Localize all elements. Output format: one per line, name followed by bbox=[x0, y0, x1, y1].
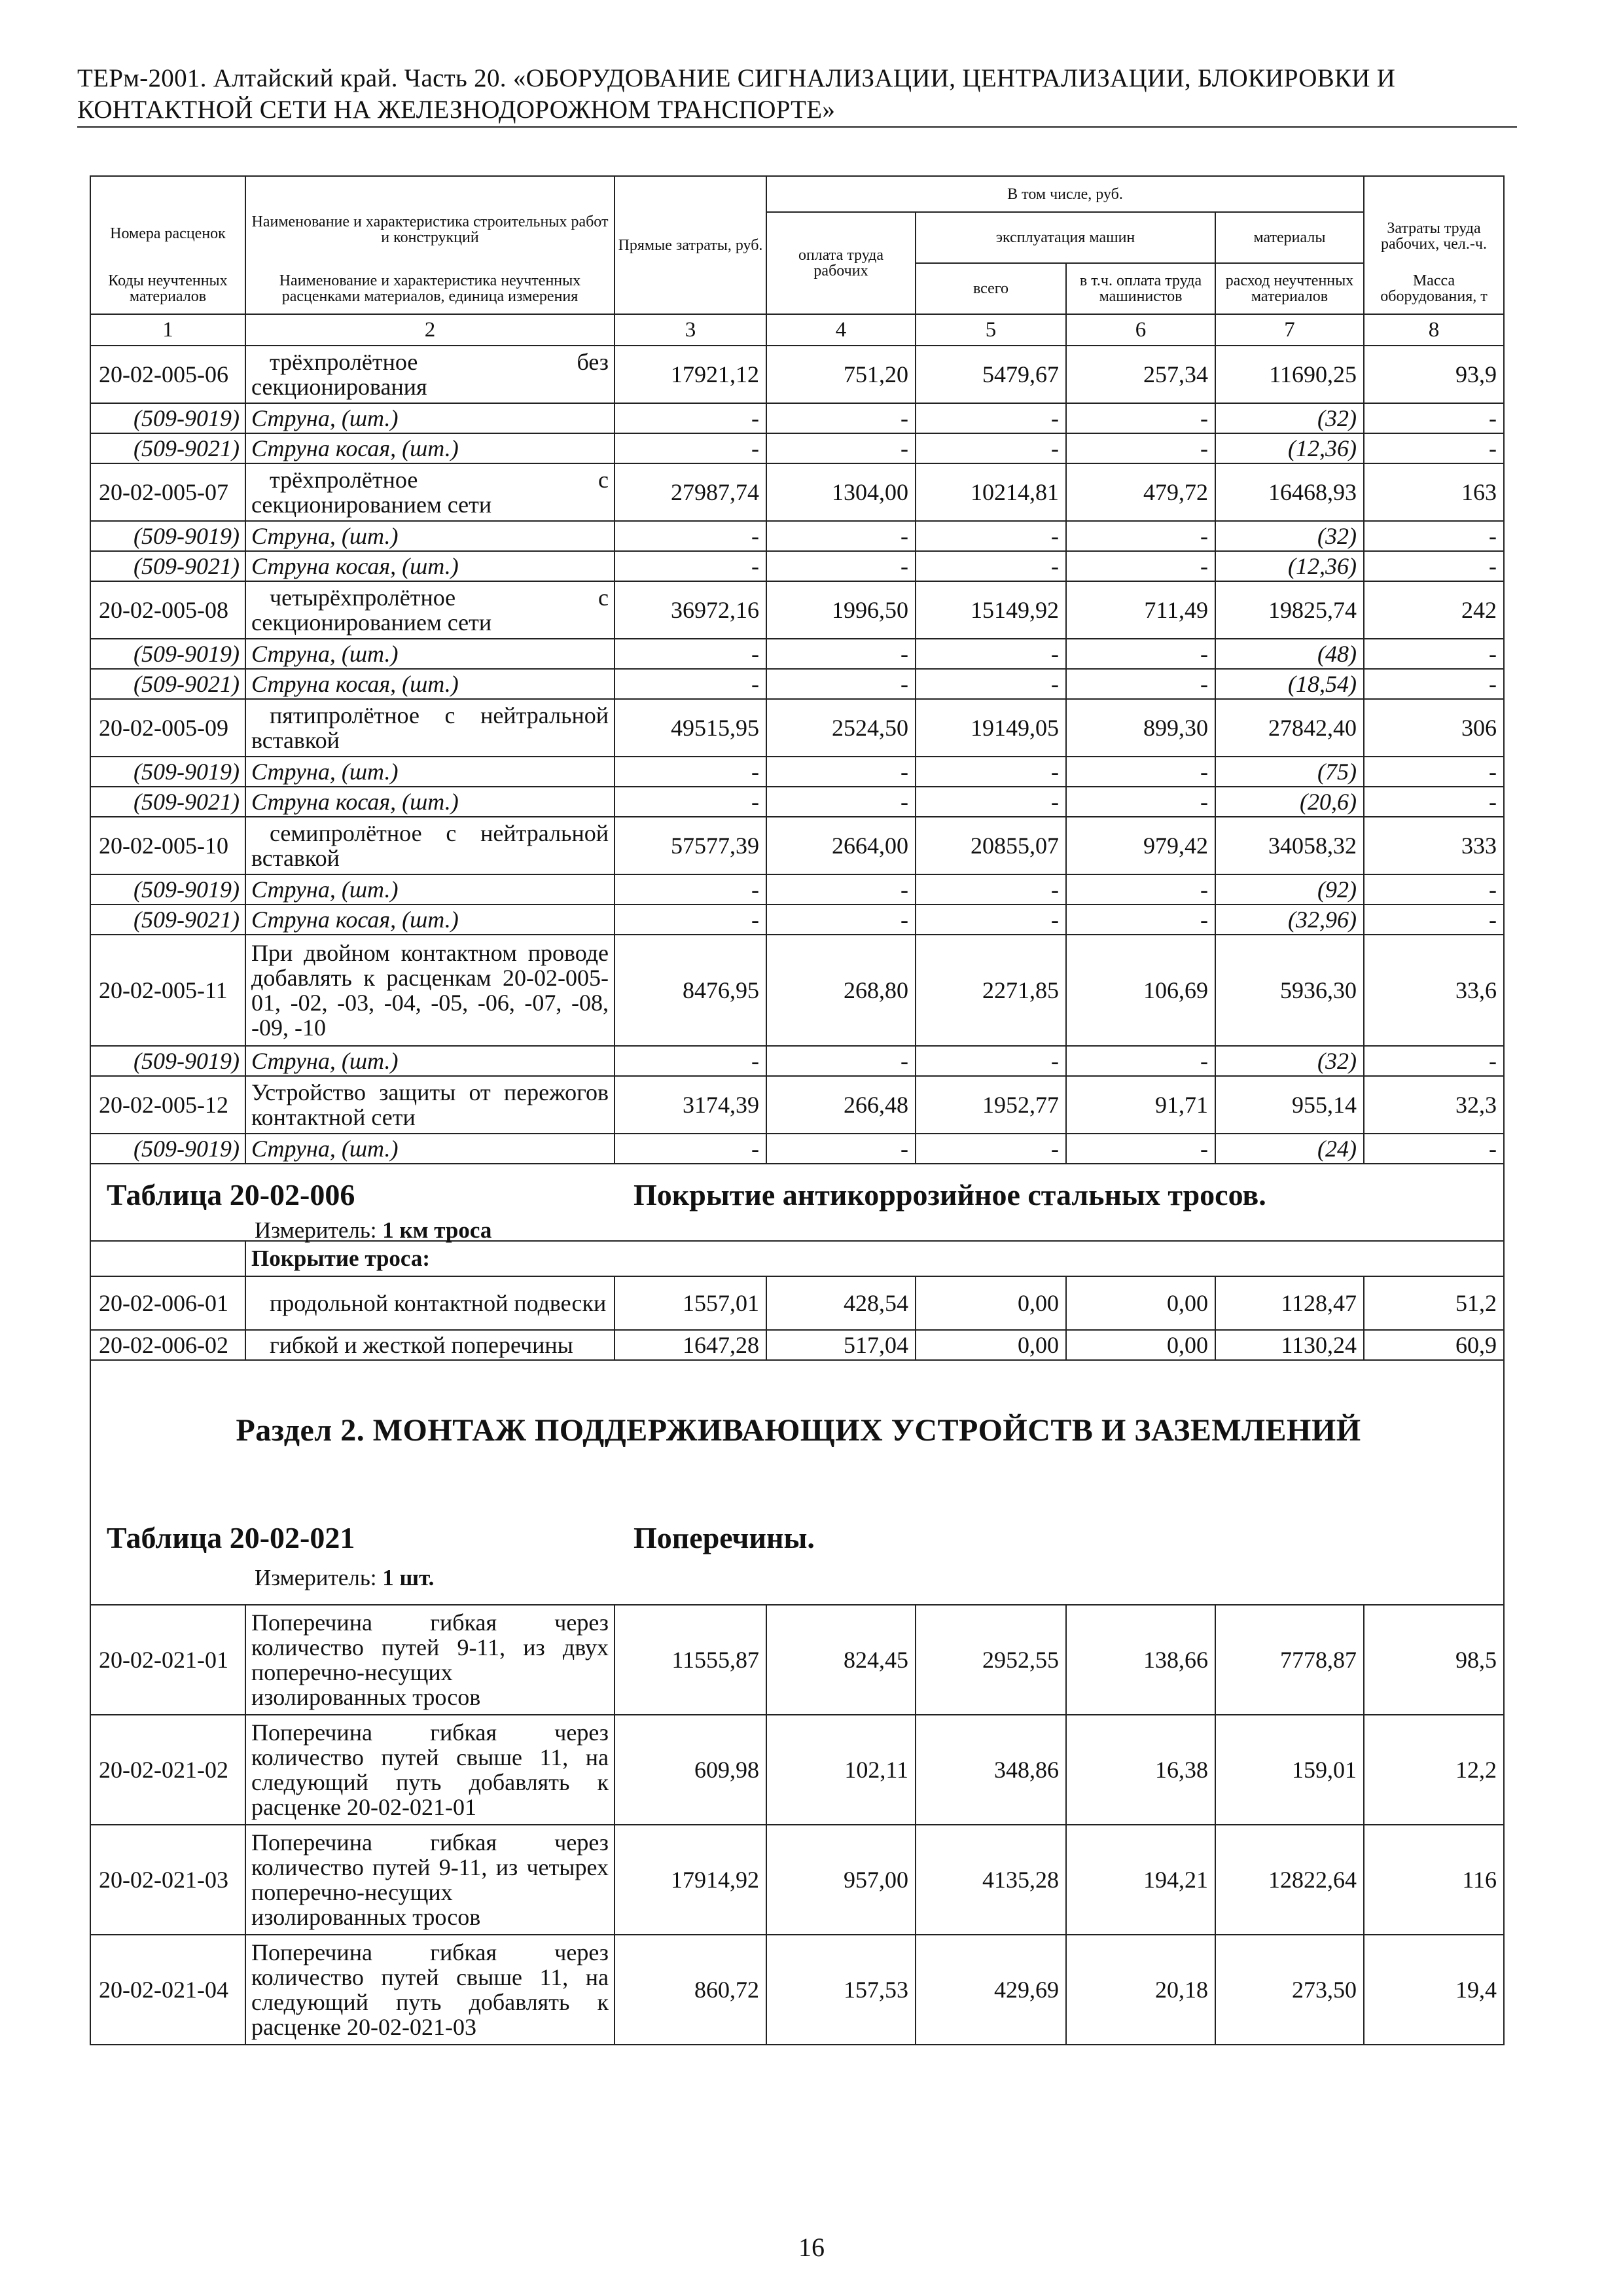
direct-costs: 8476,95 bbox=[615, 935, 766, 1046]
dash-cell: - bbox=[766, 905, 916, 935]
labor-hours: 19,4 bbox=[1364, 1935, 1504, 2045]
col-head-vsego: всего bbox=[916, 263, 1066, 314]
rate-name: трёхпролётное с секционированием сети bbox=[245, 463, 615, 521]
material-name: Струна косая, (шт.) bbox=[245, 551, 615, 581]
dash-cell: - bbox=[1364, 669, 1504, 699]
rate-code: 20-02-021-02 bbox=[90, 1715, 245, 1825]
material-code: (509-9019) bbox=[90, 639, 245, 669]
direct-costs: 57577,39 bbox=[615, 817, 766, 874]
dash-cell: - bbox=[1066, 787, 1215, 817]
col-num: 8 bbox=[1364, 314, 1504, 346]
dash-cell: - bbox=[766, 669, 916, 699]
direct-costs: 17914,92 bbox=[615, 1825, 766, 1935]
material-code: (509-9019) bbox=[90, 403, 245, 433]
dash-cell: - bbox=[615, 787, 766, 817]
machinist-pay: 138,66 bbox=[1066, 1605, 1215, 1715]
dash-cell: - bbox=[1364, 787, 1504, 817]
material-code: (509-9021) bbox=[90, 433, 245, 463]
table-021-label: Таблица 20-02-021 bbox=[107, 1521, 355, 1554]
material-name: Струна косая, (шт.) bbox=[245, 905, 615, 935]
rate-name: трёхпролётное без секционирования bbox=[245, 346, 615, 403]
dash-cell: - bbox=[1066, 639, 1215, 669]
labor-pay: 824,45 bbox=[766, 1605, 916, 1715]
labor-pay: 157,53 bbox=[766, 1935, 916, 2045]
dash-cell: - bbox=[916, 757, 1066, 787]
materials: 19825,74 bbox=[1215, 581, 1364, 639]
material-row bbox=[90, 521, 1504, 551]
labor-hours: 242 bbox=[1364, 581, 1504, 639]
material-amount: (32) bbox=[1215, 521, 1364, 551]
rate-code: 20-02-005-09 bbox=[90, 699, 245, 757]
dash-cell: - bbox=[1066, 403, 1215, 433]
materials: 5936,30 bbox=[1215, 935, 1364, 1046]
material-name: Струна, (шт.) bbox=[245, 521, 615, 551]
material-amount: (12,36) bbox=[1215, 433, 1364, 463]
material-amount: (48) bbox=[1215, 639, 1364, 669]
rate-row bbox=[90, 1825, 1504, 1935]
labor-pay: 957,00 bbox=[766, 1825, 916, 1935]
material-amount: (92) bbox=[1215, 874, 1364, 905]
machinist-pay: 0,00 bbox=[1066, 1276, 1215, 1330]
material-row bbox=[90, 874, 1504, 905]
labor-pay: 751,20 bbox=[766, 346, 916, 403]
direct-costs: 11555,87 bbox=[615, 1605, 766, 1715]
direct-costs: 609,98 bbox=[615, 1715, 766, 1825]
direct-costs: 49515,95 bbox=[615, 699, 766, 757]
material-amount: (32) bbox=[1215, 1046, 1364, 1076]
subhead-text: Покрытие троса: bbox=[251, 1246, 431, 1271]
material-name: Струна, (шт.) bbox=[245, 757, 615, 787]
dash-cell: - bbox=[1066, 1046, 1215, 1076]
naim-neucht-label: Наименование и характеристика неучтенных расценками материалов, единица измерения bbox=[279, 272, 581, 305]
col-num: 6 bbox=[1066, 314, 1215, 346]
material-amount: (24) bbox=[1215, 1134, 1364, 1164]
dash-cell: - bbox=[615, 757, 766, 787]
dash-cell: - bbox=[1364, 874, 1504, 905]
dash-cell: - bbox=[916, 669, 1066, 699]
material-code: (509-9021) bbox=[90, 551, 245, 581]
material-amount: (32) bbox=[1215, 403, 1364, 433]
dash-cell: - bbox=[1364, 639, 1504, 669]
rates-body-021 bbox=[90, 1605, 1504, 2045]
labor-pay: 1996,50 bbox=[766, 581, 916, 639]
rate-code: 20-02-021-04 bbox=[90, 1935, 245, 2045]
dash-cell: - bbox=[916, 521, 1066, 551]
dash-cell: - bbox=[615, 874, 766, 905]
dash-cell: - bbox=[766, 403, 916, 433]
pryamye-label: Прямые затраты, руб. bbox=[618, 236, 763, 254]
col-head-empty-1 bbox=[90, 176, 245, 263]
header-rule bbox=[77, 126, 1517, 128]
material-amount: (20,6) bbox=[1215, 787, 1364, 817]
dash-cell: - bbox=[916, 874, 1066, 905]
labor-pay: 2664,00 bbox=[766, 817, 916, 874]
material-row bbox=[90, 639, 1504, 669]
material-code: (509-9021) bbox=[90, 905, 245, 935]
rate-row bbox=[90, 817, 1504, 874]
dash-cell: - bbox=[615, 403, 766, 433]
dash-cell: - bbox=[1066, 1134, 1215, 1164]
rate-code: 20-02-006-02 bbox=[90, 1330, 245, 1360]
col-head-vtch: в т.ч. оплата труда машинистов bbox=[1066, 263, 1215, 314]
rate-row bbox=[90, 346, 1504, 403]
header-line-1: ТЕРм-2001. Алтайский край. Часть 20. «ОБОРУДОВАНИЕ СИГНАЛИЗАЦИИ, ЦЕНТРАЛИЗАЦИИ, БЛОКИРОВКИ И bbox=[77, 64, 1396, 92]
dash-cell: - bbox=[766, 639, 916, 669]
dash-cell: - bbox=[1066, 433, 1215, 463]
material-row bbox=[90, 787, 1504, 817]
labor-pay: 428,54 bbox=[766, 1276, 916, 1330]
rate-name: Поперечина гибкая через количество путей 9-11, из четырех поперечно-несущих изолированных тросов bbox=[245, 1825, 615, 1935]
material-amount: (32,96) bbox=[1215, 905, 1364, 935]
labor-hours: 116 bbox=[1364, 1825, 1504, 1935]
rate-code: 20-02-005-10 bbox=[90, 817, 245, 874]
materials: 1130,24 bbox=[1215, 1330, 1364, 1360]
machinist-pay: 479,72 bbox=[1066, 463, 1215, 521]
dash-cell: - bbox=[1364, 1046, 1504, 1076]
col-num: 4 bbox=[766, 314, 916, 346]
labor-hours: 60,9 bbox=[1364, 1330, 1504, 1360]
document-header bbox=[77, 63, 1517, 126]
rate-code: 20-02-005-12 bbox=[90, 1076, 245, 1134]
dash-cell: - bbox=[1364, 1134, 1504, 1164]
table-006-subhead bbox=[245, 1241, 1504, 1276]
rate-row bbox=[90, 1076, 1504, 1134]
rate-row bbox=[90, 1330, 1504, 1360]
dash-cell: - bbox=[1066, 905, 1215, 935]
machine-total: 5479,67 bbox=[916, 346, 1066, 403]
rate-name: продольной контактной подвески bbox=[245, 1276, 615, 1330]
material-row bbox=[90, 1134, 1504, 1164]
measure-prefix: Измеритель: bbox=[255, 1217, 383, 1243]
dash-cell: - bbox=[615, 905, 766, 935]
materials: 159,01 bbox=[1215, 1715, 1364, 1825]
materials: 12822,64 bbox=[1215, 1825, 1364, 1935]
labor-pay: 268,80 bbox=[766, 935, 916, 1046]
col-head-vtom: В том числе, руб. bbox=[766, 176, 1364, 212]
rates-body-005 bbox=[90, 346, 1504, 1164]
machinist-pay: 16,38 bbox=[1066, 1715, 1215, 1825]
materials: 273,50 bbox=[1215, 1935, 1364, 2045]
materials: 16468,93 bbox=[1215, 463, 1364, 521]
material-code: (509-9021) bbox=[90, 669, 245, 699]
labor-hours: 333 bbox=[1364, 817, 1504, 874]
dash-cell: - bbox=[916, 1134, 1066, 1164]
rate-code: 20-02-005-07 bbox=[90, 463, 245, 521]
rate-name: Поперечина гибкая через количество путей 9-11, из двух поперечно-несущих изолированных тросов bbox=[245, 1605, 615, 1715]
dash-cell: - bbox=[916, 1046, 1066, 1076]
dash-cell: - bbox=[615, 521, 766, 551]
rate-name: четырёхпролётное с секционированием сети bbox=[245, 581, 615, 639]
rate-name: Поперечина гибкая через количество путей свыше 11, на следующий путь добавлять к расценке 20-02-021-01 bbox=[245, 1715, 615, 1825]
labor-hours: 51,2 bbox=[1364, 1276, 1504, 1330]
material-code: (509-9019) bbox=[90, 521, 245, 551]
direct-costs: 27987,74 bbox=[615, 463, 766, 521]
rate-row bbox=[90, 1605, 1504, 1715]
labor-pay: 2524,50 bbox=[766, 699, 916, 757]
dash-cell: - bbox=[615, 1134, 766, 1164]
labor-hours: 32,3 bbox=[1364, 1076, 1504, 1134]
table-021-measure bbox=[255, 1566, 434, 1590]
material-amount: (18,54) bbox=[1215, 669, 1364, 699]
dash-cell: - bbox=[1364, 433, 1504, 463]
col-head-naim: Наименование и характеристика строительных работ и конструкций Наименование и характеристика неучтенных расценками материалов, единица измерения bbox=[245, 263, 615, 314]
rate-code: 20-02-006-01 bbox=[90, 1276, 245, 1330]
rate-code: 20-02-005-11 bbox=[90, 935, 245, 1046]
col-head-mat: материалы bbox=[1215, 212, 1364, 263]
kody-label: Коды неучтенных материалов bbox=[108, 272, 228, 305]
labor-hours: 163 bbox=[1364, 463, 1504, 521]
machinist-pay: 711,49 bbox=[1066, 581, 1215, 639]
dash-cell: - bbox=[766, 551, 916, 581]
material-name: Струна, (шт.) bbox=[245, 1046, 615, 1076]
dash-cell: - bbox=[1066, 521, 1215, 551]
dash-cell: - bbox=[766, 757, 916, 787]
dash-cell: - bbox=[1066, 669, 1215, 699]
machine-total: 20855,07 bbox=[916, 817, 1066, 874]
material-row bbox=[90, 551, 1504, 581]
col-num: 7 bbox=[1215, 314, 1364, 346]
dash-cell: - bbox=[916, 551, 1066, 581]
dash-cell: - bbox=[1364, 905, 1504, 935]
machinist-pay: 899,30 bbox=[1066, 699, 1215, 757]
rate-row bbox=[90, 699, 1504, 757]
dash-cell: - bbox=[1364, 403, 1504, 433]
dash-cell: - bbox=[766, 874, 916, 905]
dash-cell: - bbox=[916, 403, 1066, 433]
machinist-pay: 91,71 bbox=[1066, 1076, 1215, 1134]
table-006-section bbox=[90, 1164, 1504, 1276]
material-amount: (75) bbox=[1215, 757, 1364, 787]
dash-cell: - bbox=[916, 639, 1066, 669]
material-name: Струна, (шт.) bbox=[245, 639, 615, 669]
machine-total: 429,69 bbox=[916, 1935, 1066, 2045]
rate-name: Устройство защиты от пережогов контактной сети bbox=[245, 1076, 615, 1134]
dash-cell: - bbox=[766, 1046, 916, 1076]
materials: 34058,32 bbox=[1215, 817, 1364, 874]
labor-hours: 33,6 bbox=[1364, 935, 1504, 1046]
page-number: 16 bbox=[798, 2233, 825, 2262]
direct-costs: 1557,01 bbox=[615, 1276, 766, 1330]
rate-name: семипролётное с нейтральной вставкой bbox=[245, 817, 615, 874]
rate-code: 20-02-005-08 bbox=[90, 581, 245, 639]
machinist-pay: 194,21 bbox=[1066, 1825, 1215, 1935]
material-row bbox=[90, 757, 1504, 787]
dash-cell: - bbox=[1364, 757, 1504, 787]
material-row bbox=[90, 905, 1504, 935]
material-name: Струна, (шт.) bbox=[245, 874, 615, 905]
machine-total: 2952,55 bbox=[916, 1605, 1066, 1715]
machinist-pay: 257,34 bbox=[1066, 346, 1215, 403]
direct-costs: 36972,16 bbox=[615, 581, 766, 639]
col-num: 2 bbox=[245, 314, 615, 346]
materials: 11690,25 bbox=[1215, 346, 1364, 403]
material-code: (509-9021) bbox=[90, 787, 245, 817]
table-006-label: Таблица 20-02-006 bbox=[107, 1178, 355, 1211]
materials: 27842,40 bbox=[1215, 699, 1364, 757]
machine-total: 0,00 bbox=[916, 1330, 1066, 1360]
dash-cell: - bbox=[766, 1134, 916, 1164]
table-006-title: Покрытие антикоррозийное стальных тросов. bbox=[633, 1178, 1266, 1211]
rate-name: гибкой и жесткой поперечины bbox=[245, 1330, 615, 1360]
col-num: 3 bbox=[615, 314, 766, 346]
material-name: Струна косая, (шт.) bbox=[245, 787, 615, 817]
direct-costs: 17921,12 bbox=[615, 346, 766, 403]
rate-code: 20-02-021-01 bbox=[90, 1605, 245, 1715]
rate-code: 20-02-021-03 bbox=[90, 1825, 245, 1935]
section-2-title: Раздел 2. МОНТАЖ ПОДДЕРЖИВАЮЩИХ УСТРОЙСТВ И ЗАЗЕМЛЕНИЙ bbox=[236, 1413, 1361, 1448]
dash-cell: - bbox=[615, 1046, 766, 1076]
materials: 955,14 bbox=[1215, 1076, 1364, 1134]
labor-pay: 517,04 bbox=[766, 1330, 916, 1360]
dash-cell: - bbox=[766, 787, 916, 817]
rate-code: 20-02-005-06 bbox=[90, 346, 245, 403]
massa-label: Масса оборудования, т bbox=[1380, 272, 1488, 305]
measure-value: 1 шт. bbox=[382, 1565, 435, 1590]
rates-body-006 bbox=[90, 1276, 1504, 1360]
machinist-pay: 979,42 bbox=[1066, 817, 1215, 874]
col-head-zatr-massa: Затраты труда рабочих, чел.-ч. Масса оборудования, т bbox=[1364, 263, 1504, 314]
machine-total: 0,00 bbox=[916, 1276, 1066, 1330]
col-num: 5 bbox=[916, 314, 1066, 346]
rate-row bbox=[90, 581, 1504, 639]
table-006-heading bbox=[90, 1164, 1504, 1241]
material-name: Струна косая, (шт.) bbox=[245, 669, 615, 699]
material-name: Струна, (шт.) bbox=[245, 403, 615, 433]
rate-name: Поперечина гибкая через количество путей свыше 11, на следующий путь добавлять к расценке 20-02-021-03 bbox=[245, 1935, 615, 2045]
machine-total: 348,86 bbox=[916, 1715, 1066, 1825]
material-code: (509-9019) bbox=[90, 874, 245, 905]
measure-prefix: Измеритель: bbox=[255, 1565, 383, 1590]
dash-cell: - bbox=[916, 905, 1066, 935]
rate-row bbox=[90, 1935, 1504, 2045]
material-code: (509-9019) bbox=[90, 1134, 245, 1164]
col-head-oplata: оплата труда рабочих bbox=[766, 212, 916, 314]
dash-cell: - bbox=[615, 639, 766, 669]
rate-row bbox=[90, 463, 1504, 521]
col-num: 1 bbox=[90, 314, 245, 346]
materials: 7778,87 bbox=[1215, 1605, 1364, 1715]
header-line-2: КОНТАКТНОЙ СЕТИ НА ЖЕЛЕЗНОДОРОЖНОМ ТРАНСПОРТЕ» bbox=[77, 96, 836, 124]
dash-cell: - bbox=[615, 433, 766, 463]
rate-row bbox=[90, 1276, 1504, 1330]
labor-pay: 1304,00 bbox=[766, 463, 916, 521]
dash-cell: - bbox=[1066, 551, 1215, 581]
labor-hours: 93,9 bbox=[1364, 346, 1504, 403]
col-head-rashod: расход неучтенных материалов bbox=[1215, 263, 1364, 314]
dash-cell: - bbox=[916, 433, 1066, 463]
direct-costs: 3174,39 bbox=[615, 1076, 766, 1134]
dash-cell: - bbox=[1066, 874, 1215, 905]
dash-cell: - bbox=[916, 787, 1066, 817]
labor-hours: 12,2 bbox=[1364, 1715, 1504, 1825]
machine-total: 4135,28 bbox=[916, 1825, 1066, 1935]
material-row bbox=[90, 669, 1504, 699]
rates-table bbox=[90, 175, 1505, 2045]
machinist-pay: 20,18 bbox=[1066, 1935, 1215, 2045]
col-head-kody: Номера расценок Коды неучтенных материалов bbox=[90, 263, 245, 314]
dash-cell: - bbox=[1066, 757, 1215, 787]
direct-costs: 1647,28 bbox=[615, 1330, 766, 1360]
rate-row bbox=[90, 935, 1504, 1046]
table-021-title: Поперечины. bbox=[633, 1521, 815, 1554]
machine-total: 1952,77 bbox=[916, 1076, 1066, 1134]
dash-cell: - bbox=[1364, 551, 1504, 581]
machine-total: 10214,81 bbox=[916, 463, 1066, 521]
labor-pay: 266,48 bbox=[766, 1076, 916, 1134]
dash-cell: - bbox=[1364, 521, 1504, 551]
col-head-exp: эксплуатация машин bbox=[916, 212, 1215, 263]
table-006-measure bbox=[255, 1218, 491, 1243]
direct-costs: 860,72 bbox=[615, 1935, 766, 2045]
materials: 1128,47 bbox=[1215, 1276, 1364, 1330]
labor-hours: 306 bbox=[1364, 699, 1504, 757]
material-row bbox=[90, 403, 1504, 433]
subhead-empty bbox=[90, 1241, 245, 1276]
measure-value: 1 км троса bbox=[382, 1217, 492, 1243]
material-code: (509-9019) bbox=[90, 1046, 245, 1076]
rate-row bbox=[90, 1715, 1504, 1825]
machine-total: 2271,85 bbox=[916, 935, 1066, 1046]
material-amount: (12,36) bbox=[1215, 551, 1364, 581]
labor-pay: 102,11 bbox=[766, 1715, 916, 1825]
rate-name: При двойном контактном проводе добавлять к расценкам 20-02-005-01, -02, -03, -04, -05, -06, -07, -08, -09, -10 bbox=[245, 935, 615, 1046]
material-name: Струна косая, (шт.) bbox=[245, 433, 615, 463]
machinist-pay: 106,69 bbox=[1066, 935, 1215, 1046]
machine-total: 15149,92 bbox=[916, 581, 1066, 639]
material-name: Струна, (шт.) bbox=[245, 1134, 615, 1164]
dash-cell: - bbox=[615, 551, 766, 581]
machine-total: 19149,05 bbox=[916, 699, 1066, 757]
dash-cell: - bbox=[766, 521, 916, 551]
dash-cell: - bbox=[615, 669, 766, 699]
material-row bbox=[90, 433, 1504, 463]
dash-cell: - bbox=[766, 433, 916, 463]
col-head-pryamye bbox=[615, 176, 766, 314]
material-code: (509-9019) bbox=[90, 757, 245, 787]
rate-name: пятипролётное с нейтральной вставкой bbox=[245, 699, 615, 757]
labor-hours: 98,5 bbox=[1364, 1605, 1504, 1715]
material-row bbox=[90, 1046, 1504, 1076]
section-2 bbox=[90, 1360, 1504, 1605]
machinist-pay: 0,00 bbox=[1066, 1330, 1215, 1360]
section-2-block bbox=[90, 1360, 1504, 1605]
